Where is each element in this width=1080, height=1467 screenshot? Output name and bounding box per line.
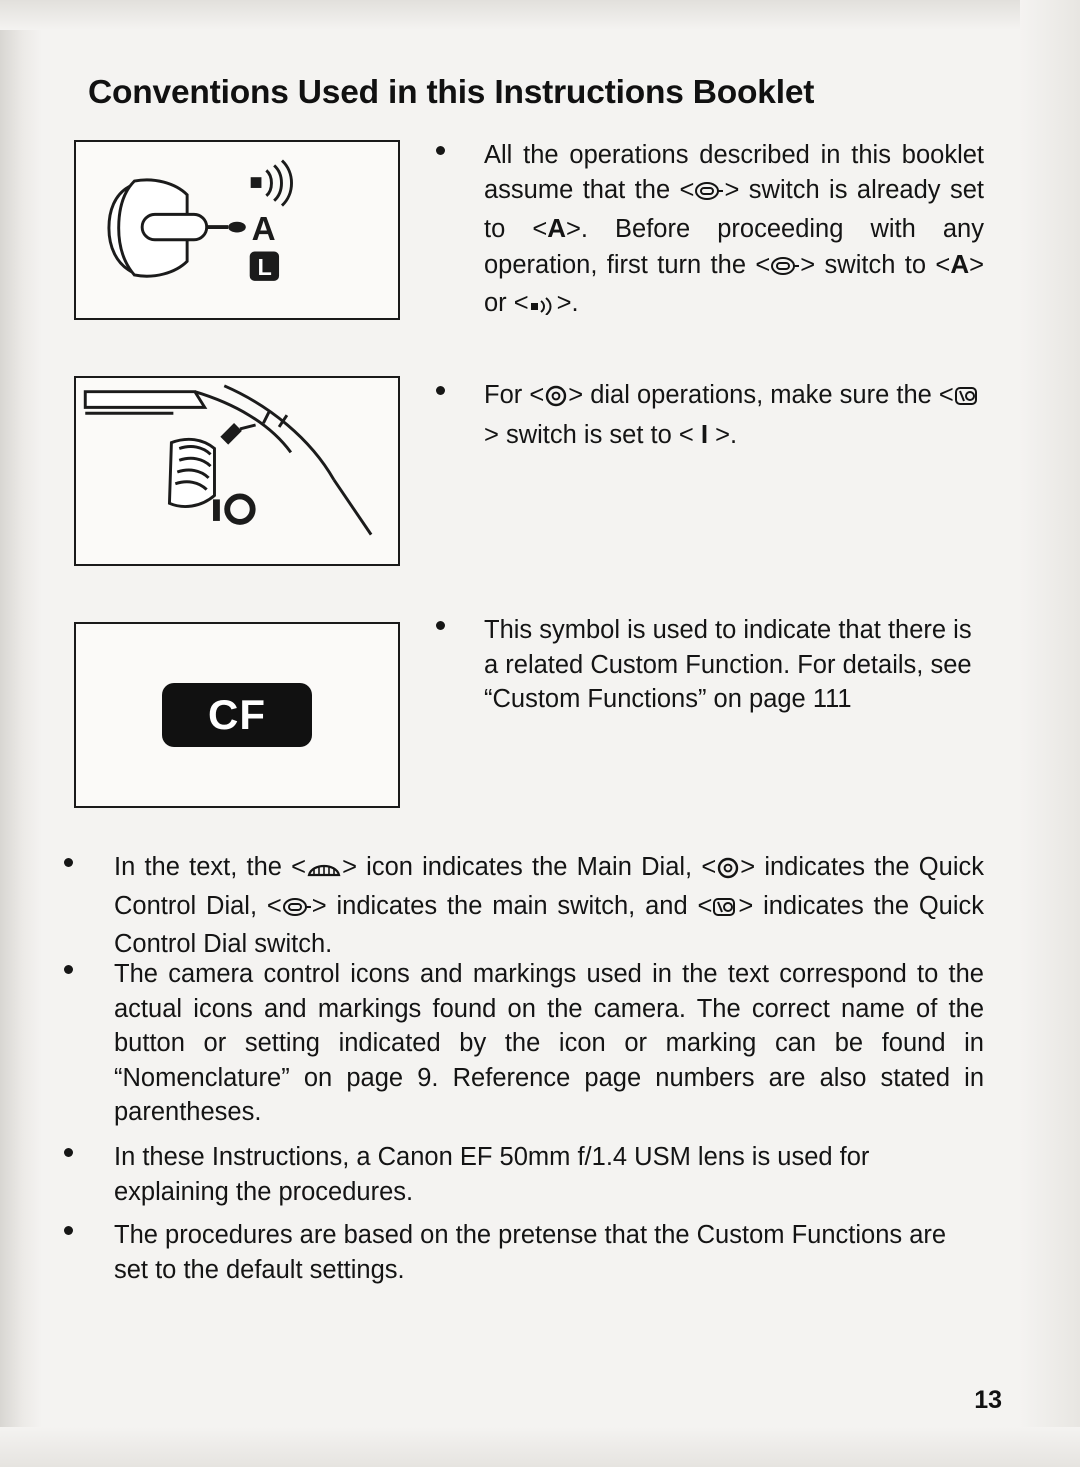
main-dial-icon [306, 854, 342, 889]
cf-badge: CF [162, 683, 312, 747]
cf-badge-wrapper [74, 622, 400, 808]
bullet-1-label-a2: A [950, 248, 970, 279]
qcd-switch-illustration [76, 378, 398, 564]
quick-control-dial-switch-figure [74, 376, 400, 566]
bullet-custom-function [436, 613, 984, 717]
bullet-2-text-d: >. [708, 420, 738, 449]
beep-icon [251, 161, 292, 206]
main-switch-icon [770, 252, 800, 287]
beep-icon [529, 290, 557, 325]
fig1-label-a: A [251, 210, 276, 248]
bullet-default-settings [64, 1218, 984, 1287]
bullet-1-text-f: >. [556, 289, 579, 317]
bullet-2-text-a: For < [484, 381, 545, 409]
bullet-1-text-d: > switch to < [800, 250, 951, 279]
main-switch-icon [694, 177, 724, 212]
bullet-1-text-e: > or < [484, 250, 984, 317]
quick-control-dial-icon [716, 854, 740, 889]
quick-control-dial-icon [544, 382, 568, 417]
bullet-1-label-a: A [547, 213, 566, 243]
bullet-icon-legend [64, 850, 984, 962]
bullet-1-text-b: > switch is already set to < [484, 175, 984, 243]
bullet-2-label-i: I [700, 418, 709, 449]
bullet-5-text: The camera control icons and markings used in the text correspond to the actual icons and markings found on the camera. The correct name of the button or setting indicated by the icon or marking can be found in “Nomenclature” on page 9. Reference page numbers are also stated in parentheses. [114, 960, 984, 1126]
bullet-4-text-e: > indicates the Quick Control Dial switch. [114, 891, 985, 958]
bullet-main-switch [436, 138, 984, 325]
fig1-label-l-box [250, 252, 279, 281]
main-switch-figure [74, 140, 400, 320]
bullet-3-text: This symbol is used to indicate that there is a related Custom Function. For details, see “Custom Functions” on page 111 [484, 616, 972, 713]
bullet-2-text-b: > dial operations, make sure the < [568, 381, 954, 409]
bullet-lens-used [64, 1140, 984, 1209]
qcd-switch-icon [954, 382, 980, 417]
bullet-4-text-c: > indicates the Quick Control Dial, < [114, 853, 984, 920]
qcd-switch-icon [712, 893, 738, 928]
bullet-1-text-a: All the operations described in this booklet assume that the < [484, 141, 984, 204]
main-switch-illustration [76, 142, 398, 318]
bullet-4-text-d: > indicates the main switch, and < [311, 891, 713, 920]
bullet-quick-control-dial [436, 378, 984, 452]
bullet-6-text: In these Instructions, a Canon EF 50mm f/1.4 USM lens is used for explaining the procedures. [114, 1143, 870, 1206]
bullet-control-icons [64, 957, 984, 1130]
bullet-1-text-c: >. Before proceeding with any operation, first turn the < [484, 215, 984, 279]
bullet-2-text-c: > switch is set to < [484, 420, 701, 449]
main-switch-icon [282, 893, 312, 928]
page-number: 13 [974, 1386, 1002, 1414]
bullet-4-text-b: > icon indicates the Main Dial, < [342, 853, 717, 881]
svg-text:L: L [257, 253, 272, 280]
bullet-4-text-a: In the text, the < [114, 853, 307, 881]
bullet-7-text: The procedures are based on the pretense that the Custom Functions are set to the default settings. [114, 1221, 947, 1284]
page-title: Conventions Used in this Instructions Booklet [88, 74, 815, 111]
